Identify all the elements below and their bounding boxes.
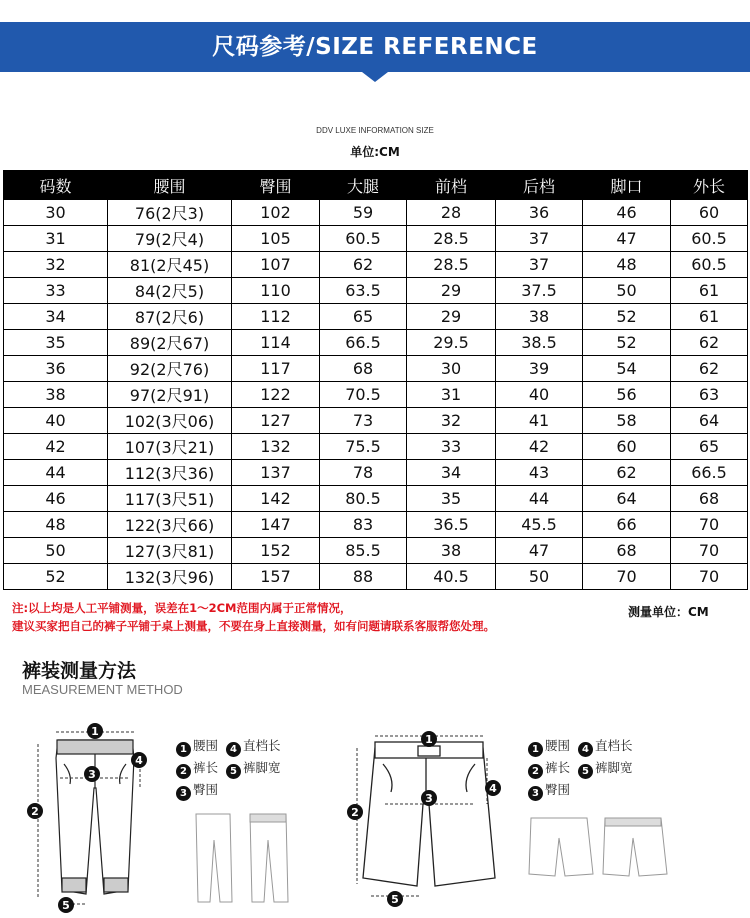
table-row xyxy=(4,434,748,460)
table-cell: 63 xyxy=(671,382,748,408)
table-cell: 66.5 xyxy=(320,330,407,356)
table-cell: 61 xyxy=(671,278,748,304)
table-cell: 70 xyxy=(583,564,671,590)
table-cell: 78 xyxy=(320,460,407,486)
table-cell: 105 xyxy=(232,226,320,252)
legend-num-icon: 1 xyxy=(176,742,191,757)
table-cell: 80.5 xyxy=(320,486,407,512)
table-cell: 68 xyxy=(320,356,407,382)
table-cell: 64 xyxy=(671,408,748,434)
table-cell: 97(2尺91) xyxy=(108,382,232,408)
table-cell: 127(3尺81) xyxy=(108,538,232,564)
table-cell: 42 xyxy=(4,434,108,460)
legend-label: 直档长 xyxy=(243,738,281,753)
table-cell: 152 xyxy=(232,538,320,564)
legend-num-icon: 3 xyxy=(528,786,543,801)
note-line-1: 注:以上均是人工平铺测量，误差在1～2CM范围内属于正常情况， xyxy=(12,601,352,615)
legend-label: 直档长 xyxy=(595,738,633,753)
table-cell: 48 xyxy=(4,512,108,538)
table-header-row xyxy=(4,171,748,200)
table-cell: 29 xyxy=(407,304,496,330)
table-cell: 60 xyxy=(583,434,671,460)
shorts-diagram xyxy=(335,718,515,914)
table-cell: 50 xyxy=(583,278,671,304)
marker-4: 4 xyxy=(489,782,497,795)
table-cell: 117 xyxy=(232,356,320,382)
table-cell: 117(3尺51) xyxy=(108,486,232,512)
table-cell: 40 xyxy=(496,382,583,408)
table-cell: 85.5 xyxy=(320,538,407,564)
table-row xyxy=(4,538,748,564)
table-cell: 45.5 xyxy=(496,512,583,538)
table-cell: 61 xyxy=(671,304,748,330)
table-cell: 110 xyxy=(232,278,320,304)
legend-label: 腰围 xyxy=(545,738,571,753)
legend-label: 裤脚宽 xyxy=(595,760,633,775)
table-cell: 70 xyxy=(671,512,748,538)
table-row xyxy=(4,252,748,278)
table-cell: 29.5 xyxy=(407,330,496,356)
shorts-thumb xyxy=(525,812,675,882)
table-cell: 58 xyxy=(583,408,671,434)
table-cell: 68 xyxy=(583,538,671,564)
table-cell: 62 xyxy=(671,330,748,356)
table-cell: 60.5 xyxy=(320,226,407,252)
table-cell: 157 xyxy=(232,564,320,590)
table-cell: 29 xyxy=(407,278,496,304)
table-cell: 66.5 xyxy=(671,460,748,486)
table-cell: 40.5 xyxy=(407,564,496,590)
marker-5: 5 xyxy=(62,899,70,912)
legend-label: 裤长 xyxy=(193,760,219,775)
table-row xyxy=(4,460,748,486)
table-cell: 79(2尺4) xyxy=(108,226,232,252)
method-title: 裤装测量方法 xyxy=(22,660,137,682)
table-cell: 112 xyxy=(232,304,320,330)
table-cell: 31 xyxy=(4,226,108,252)
measure-unit: 测量单位：CM xyxy=(628,605,709,619)
legend-num-icon: 2 xyxy=(528,764,543,779)
table-cell: 59 xyxy=(320,200,407,226)
table-cell: 31 xyxy=(407,382,496,408)
banner-arrow xyxy=(362,72,388,82)
table-cell: 68 xyxy=(671,486,748,512)
legend-num-icon: 4 xyxy=(226,742,241,757)
size-table xyxy=(3,170,748,590)
table-cell: 42 xyxy=(496,434,583,460)
table-cell: 66 xyxy=(583,512,671,538)
marker-2: 2 xyxy=(31,805,39,818)
table-cell: 62 xyxy=(320,252,407,278)
table-cell: 122 xyxy=(232,382,320,408)
marker-1: 1 xyxy=(91,725,99,738)
legend-label: 腰围 xyxy=(193,738,219,753)
table-cell: 132 xyxy=(232,434,320,460)
table-cell: 127 xyxy=(232,408,320,434)
table-cell: 62 xyxy=(671,356,748,382)
table-cell: 62 xyxy=(583,460,671,486)
table-cell: 73 xyxy=(320,408,407,434)
table-cell: 28.5 xyxy=(407,252,496,278)
legend-label: 裤脚宽 xyxy=(243,760,281,775)
legend-num-icon: 5 xyxy=(578,764,593,779)
table-cell: 48 xyxy=(583,252,671,278)
table-cell: 92(2尺76) xyxy=(108,356,232,382)
table-cell: 46 xyxy=(4,486,108,512)
table-cell: 30 xyxy=(407,356,496,382)
table-cell: 54 xyxy=(583,356,671,382)
table-cell: 37.5 xyxy=(496,278,583,304)
table-cell: 52 xyxy=(4,564,108,590)
column-header: 外长 xyxy=(671,171,748,200)
table-cell: 32 xyxy=(4,252,108,278)
legend-num-icon: 3 xyxy=(176,786,191,801)
table-cell: 122(3尺66) xyxy=(108,512,232,538)
banner-title: 尺码参考/SIZE REFERENCE xyxy=(212,34,538,60)
table-cell: 70 xyxy=(671,564,748,590)
table-cell: 107 xyxy=(232,252,320,278)
table-cell: 87(2尺6) xyxy=(108,304,232,330)
table-cell: 63.5 xyxy=(320,278,407,304)
table-cell: 137 xyxy=(232,460,320,486)
table-cell: 84(2尺5) xyxy=(108,278,232,304)
table-row xyxy=(4,486,748,512)
table-cell: 38.5 xyxy=(496,330,583,356)
legend-label: 裤长 xyxy=(545,760,571,775)
table-cell: 36 xyxy=(4,356,108,382)
table-cell: 38 xyxy=(407,538,496,564)
table-row xyxy=(4,382,748,408)
table-cell: 50 xyxy=(4,538,108,564)
info-subtitle: DDV LUXE INFORMATION SIZE xyxy=(316,126,434,135)
table-row xyxy=(4,278,748,304)
table-cell: 46 xyxy=(583,200,671,226)
table-cell: 70.5 xyxy=(320,382,407,408)
table-row xyxy=(4,408,748,434)
table-cell: 28 xyxy=(407,200,496,226)
table-cell: 142 xyxy=(232,486,320,512)
table-cell: 65 xyxy=(320,304,407,330)
column-header: 臀围 xyxy=(232,171,320,200)
table-cell: 102 xyxy=(232,200,320,226)
marker-3: 3 xyxy=(88,768,96,781)
unit-label: 单位:CM xyxy=(350,145,400,159)
column-header: 脚口 xyxy=(583,171,671,200)
column-header: 腰围 xyxy=(108,171,232,200)
table-body xyxy=(4,200,748,590)
column-header: 大腿 xyxy=(320,171,407,200)
table-cell: 83 xyxy=(320,512,407,538)
table-cell: 30 xyxy=(4,200,108,226)
legend-num-icon: 4 xyxy=(578,742,593,757)
table-cell: 28.5 xyxy=(407,226,496,252)
table-cell: 43 xyxy=(496,460,583,486)
table-cell: 88 xyxy=(320,564,407,590)
table-cell: 60.5 xyxy=(671,252,748,278)
legend-num-icon: 2 xyxy=(176,764,191,779)
table-cell: 76(2尺3) xyxy=(108,200,232,226)
table-cell: 36.5 xyxy=(407,512,496,538)
method-subtitle: MEASUREMENT METHOD xyxy=(22,682,183,697)
table-cell: 39 xyxy=(496,356,583,382)
table-cell: 132(3尺96) xyxy=(108,564,232,590)
table-cell: 81(2尺45) xyxy=(108,252,232,278)
table-cell: 44 xyxy=(496,486,583,512)
table-cell: 60.5 xyxy=(671,226,748,252)
table-cell: 38 xyxy=(496,304,583,330)
legend-label: 臀围 xyxy=(193,782,219,797)
table-cell: 36 xyxy=(496,200,583,226)
table-cell: 37 xyxy=(496,252,583,278)
table-cell: 65 xyxy=(671,434,748,460)
table-cell: 41 xyxy=(496,408,583,434)
table-row xyxy=(4,200,748,226)
marker-4: 4 xyxy=(135,754,143,767)
marker-3: 3 xyxy=(425,792,433,805)
marker-2: 2 xyxy=(351,806,359,819)
table-cell: 40 xyxy=(4,408,108,434)
table-cell: 107(3尺21) xyxy=(108,434,232,460)
table-cell: 33 xyxy=(407,434,496,460)
table-row xyxy=(4,356,748,382)
long-pants-diagram xyxy=(20,718,170,914)
table-row xyxy=(4,226,748,252)
note-line-2: 建议买家把自己的裤子平铺于桌上测量，不要在身上直接测量，如有问题请联系客服帮您处理。 xyxy=(12,619,495,633)
table-cell: 112(3尺36) xyxy=(108,460,232,486)
table-cell: 37 xyxy=(496,226,583,252)
column-header: 码数 xyxy=(4,171,108,200)
table-cell: 147 xyxy=(232,512,320,538)
table-cell: 60 xyxy=(671,200,748,226)
table-cell: 44 xyxy=(4,460,108,486)
table-cell: 35 xyxy=(407,486,496,512)
table-cell: 52 xyxy=(583,304,671,330)
legend-label: 臀围 xyxy=(545,782,571,797)
legend-shorts xyxy=(528,735,633,801)
legend-num-icon: 5 xyxy=(226,764,241,779)
long-pants-thumb xyxy=(190,810,300,906)
table-cell: 47 xyxy=(496,538,583,564)
table-cell: 35 xyxy=(4,330,108,356)
table-row xyxy=(4,330,748,356)
table-row xyxy=(4,512,748,538)
table-cell: 50 xyxy=(496,564,583,590)
marker-5: 5 xyxy=(391,893,399,906)
table-cell: 70 xyxy=(671,538,748,564)
table-cell: 47 xyxy=(583,226,671,252)
table-cell: 33 xyxy=(4,278,108,304)
legend-num-icon: 1 xyxy=(528,742,543,757)
legend-long-pants xyxy=(176,735,281,801)
column-header: 前档 xyxy=(407,171,496,200)
table-cell: 56 xyxy=(583,382,671,408)
table-cell: 64 xyxy=(583,486,671,512)
table-row xyxy=(4,564,748,590)
column-header: 后档 xyxy=(496,171,583,200)
table-cell: 34 xyxy=(4,304,108,330)
marker-1: 1 xyxy=(425,733,433,746)
table-row xyxy=(4,304,748,330)
table-cell: 52 xyxy=(583,330,671,356)
table-cell: 38 xyxy=(4,382,108,408)
table-cell: 32 xyxy=(407,408,496,434)
table-cell: 34 xyxy=(407,460,496,486)
table-cell: 75.5 xyxy=(320,434,407,460)
table-cell: 102(3尺06) xyxy=(108,408,232,434)
table-cell: 114 xyxy=(232,330,320,356)
table-cell: 89(2尺67) xyxy=(108,330,232,356)
